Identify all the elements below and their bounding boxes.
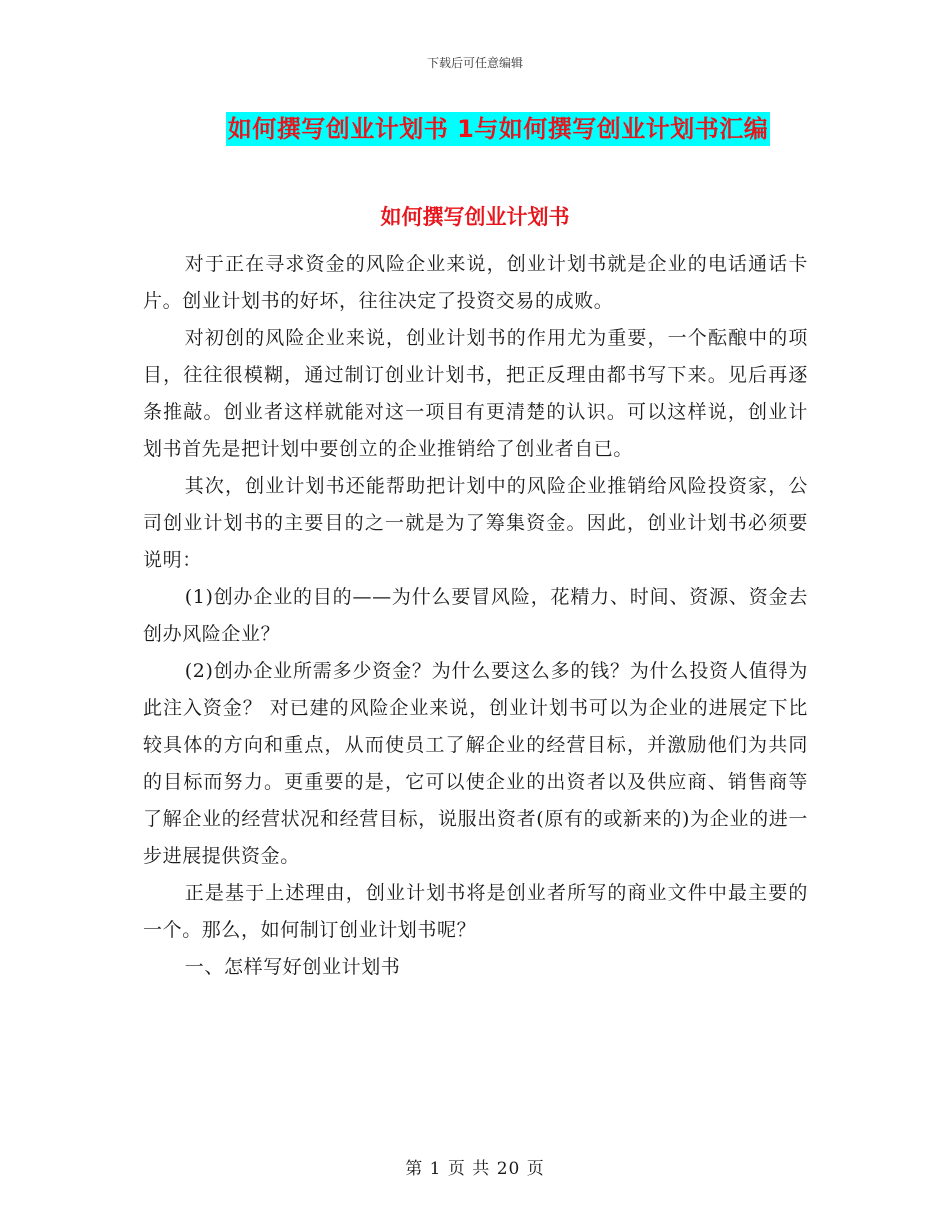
paragraph: 其次，创业计划书还能帮助把计划中的风险企业推销给风险投资家，公司创业计划书的主要目的之一就是为了筹集资金。因此，创业计划书必须要说明： [143, 475, 808, 571]
body-text [143, 246, 808, 986]
header-note: 下载后可任意编辑 [426, 56, 523, 70]
paragraph: 一、怎样写好创业计划书 [184, 956, 401, 978]
paragraph: (1)创办企业的目的——为什么要冒风险，花精力、时间、资源、资金去创办风险企业？ [143, 586, 808, 645]
paragraph: 正是基于上述理由，创业计划书将是创业者所写的商业文件中最主要的一个。那么，如何制订创业计划书呢？ [143, 882, 808, 941]
document-title: 如何撰写创业计划书 1与如何撰写创业计划书汇编 [226, 112, 771, 146]
paragraph: (2)创办企业所需多少资金？为什么要这么多的钱？为什么投资人值得为此注入资金？ 对已建的风险企业来说，创业计划书可以为企业的进展定下比较具体的方向和重点，从而使员工了解企业的经营目标，并激励他们为共同的目标而努力。更重要的是，它可以使企业的出资者以及供应商、销售商等了解企业的经营状况和经营目标，说服出资者(原有的或新来的)为企业的进一步进展提供资金。 [143, 660, 808, 867]
paragraph: 对初创的风险企业来说，创业计划书的作用尤为重要，一个酝酿中的项目，往往很模糊，通过制订创业计划书，把正反理由都书写下来。见后再逐条推敲。创业者这样就能对这一项目有更清楚的认识。可以这样说，创业计划书首先是把计划中要创立的企业推销给了创业者自已。 [143, 327, 808, 460]
section-title: 如何撰写创业计划书 [380, 205, 570, 229]
paragraph: 对于正在寻求资金的风险企业来说，创业计划书就是企业的电话通话卡片。创业计划书的好坏，往往决定了投资交易的成败。 [143, 253, 808, 312]
page-number-footer: 第 1 页 共 20 页 [405, 1159, 545, 1179]
document-title-container [0, 112, 950, 146]
